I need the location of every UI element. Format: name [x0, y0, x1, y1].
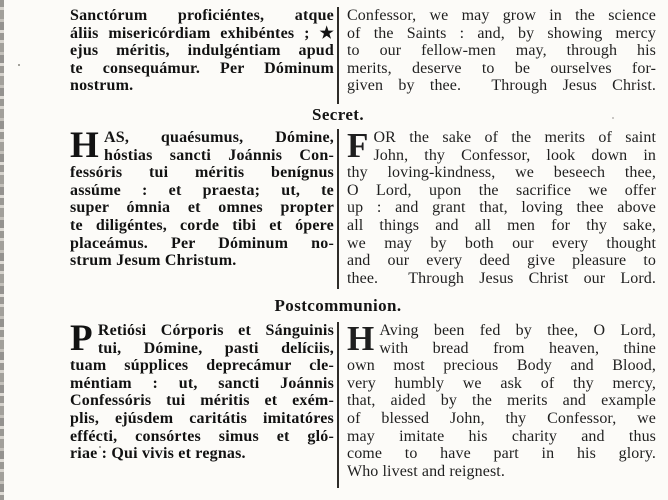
text-line: ejus méritis, indulgéntiam apud: [70, 42, 334, 60]
text-line: O Lord, upon the sacrifice we offer: [347, 181, 656, 199]
text-line: of blessed John, thy Confessor, we: [347, 409, 656, 427]
text-line: Retiósi Córporis et Sánguinis: [97, 322, 334, 339]
column-divider-rule: [337, 7, 339, 104]
text-line: riae : Qui vivis et regnas.: [70, 445, 246, 463]
text-line: all things and all men for thy sake,: [347, 216, 656, 234]
text-line: thy loving-kindness, we beseech thee,: [347, 164, 656, 182]
text-line: we may by both our every thought: [347, 234, 656, 252]
section-heading-postcommunion: Postcommunion.: [274, 296, 402, 315]
text-line: fessóris tui méritis benígnus: [70, 164, 334, 182]
text-line: tuam súpplices deprecámur cle-: [70, 357, 334, 375]
text-line: plis, ejúsdem caritátis imitatóres: [70, 409, 334, 427]
text-line: John, thy Confessor, look down in: [373, 146, 656, 164]
text-line: Confessor, we may grow in the science: [347, 7, 656, 24]
text-line: Who livest and reignest.: [347, 462, 505, 480]
text-line: thee. Through Jesus Christ our Lord.: [347, 269, 656, 287]
text-line: te consequámur. Per Dóminum: [70, 59, 334, 77]
scan-speck: [18, 64, 20, 66]
text-line: that, aided by the merits and example: [347, 392, 656, 410]
secret-english-paragraph: [347, 126, 656, 287]
text-line: Sanctórum proficiéntes, atque: [70, 7, 334, 24]
text-line: AS, quaésumus, Dómine,: [103, 129, 334, 146]
dropcap-letter: P: [70, 318, 93, 359]
intro-latin-paragraph: [70, 7, 334, 95]
text-line: with bread from heaven, thine: [379, 339, 656, 357]
text-line: own most precious Body and Blood,: [347, 357, 656, 375]
text-line: Aving been fed by thee, O Lord,: [379, 322, 656, 339]
text-line: placeámus. Per Dóminum no-: [70, 234, 334, 252]
text-line: Confessóris tui méritis et exém-: [70, 392, 334, 410]
text-line: up : and grant that, loving thee above: [347, 199, 656, 217]
text-line: áliis misericórdiam exhibéntes ; ★: [70, 24, 334, 42]
column-divider-rule: [337, 322, 339, 488]
text-line: OR the sake of the merits of saint: [373, 129, 656, 146]
text-line: méntiam : ut, sancti Joánnis: [70, 374, 334, 392]
postcommunion-latin-paragraph: [70, 318, 334, 463]
secret-latin-paragraph: [70, 125, 334, 270]
text-line: merits, deserve to be ourselves for-: [347, 59, 656, 77]
text-line: nostrum.: [70, 77, 134, 95]
text-line: hóstias sancti Joánnis Con-: [103, 146, 334, 164]
dropcap-letter: F: [347, 126, 369, 165]
text-line: assúme : et praesta; ut, te: [70, 181, 334, 199]
text-line: effécti, consórtes simus et gló-: [70, 427, 334, 445]
text-line: super ómnia et omnes propter: [70, 199, 334, 217]
text-line: te diligéntes, corde tibi et ópere: [70, 216, 334, 234]
text-line: come to have part in his glory.: [347, 445, 656, 463]
text-line: very humbly we ask of thy mercy,: [347, 374, 656, 392]
section-heading-secret: Secret.: [311, 105, 365, 124]
postcommunion-english-paragraph: [347, 319, 656, 480]
text-line: to our fellow-men may, through his: [347, 42, 656, 60]
text-line: strum Jesum Christum.: [70, 252, 237, 270]
column-divider-rule: [337, 129, 339, 289]
text-line: may imitate his charity and thus: [347, 427, 656, 445]
text-line: given by thee. Through Jesus Christ.: [347, 77, 656, 95]
intro-english-paragraph: [347, 7, 656, 95]
dropcap-letter: H: [70, 125, 99, 166]
scan-gutter-edge: [0, 0, 4, 500]
text-line: of the Saints : and, by showing mercy: [347, 24, 656, 42]
text-line: tui, Dómine, pasti delíciis,: [97, 339, 334, 357]
text-line: and our every deed give pleasure to: [347, 252, 656, 270]
dropcap-letter: H: [347, 319, 375, 358]
